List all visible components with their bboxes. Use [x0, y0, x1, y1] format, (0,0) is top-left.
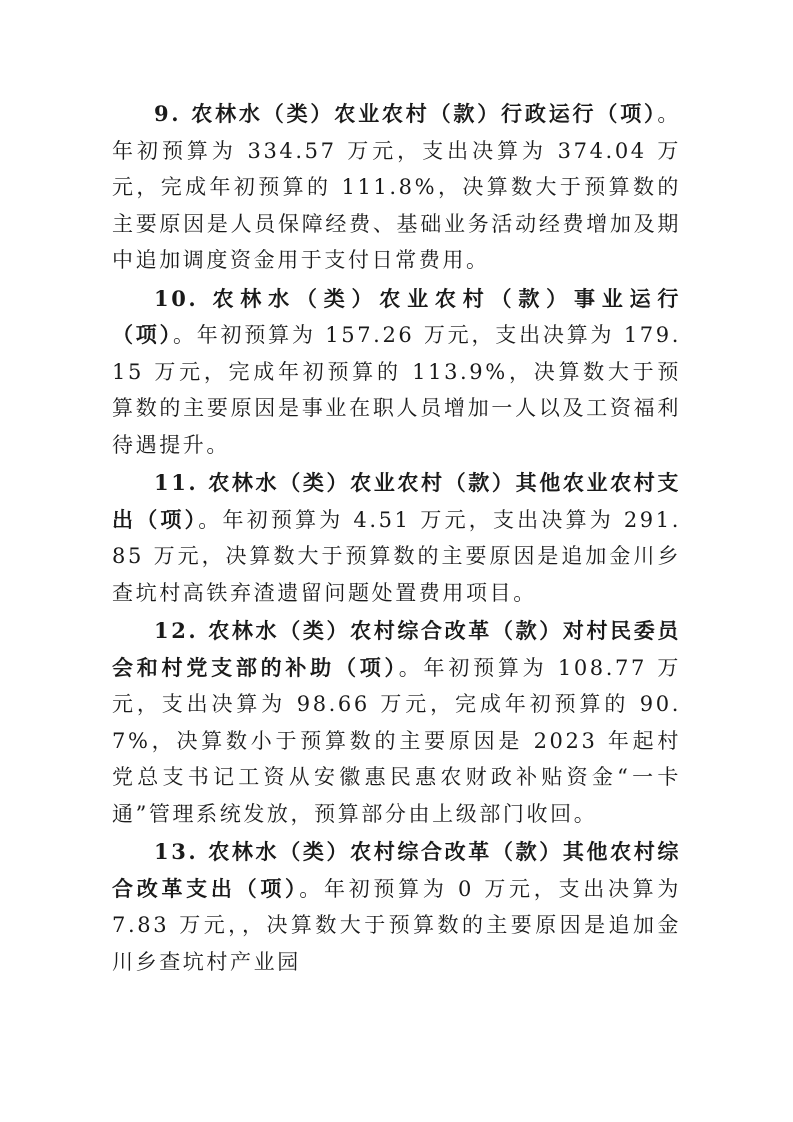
paragraph-item-13 — [112, 834, 681, 980]
paragraph-item-12 — [112, 613, 681, 832]
paragraph-item-9 — [112, 96, 681, 279]
item-heading: 9. 农林水（类）农业农村（款）行政运行（项） — [154, 101, 658, 126]
item-body: 。年初预算为 4.51 万元，支出决算为 291.85 万元，决算数大于预算数的主要原因是追加金川乡查坑村高铁弃渣遗留问题处置费用项目。 — [112, 507, 681, 605]
item-body: 。年初预算为 0 万元，支出决算为 7.83 万元，，决算数大于预算数的主要原因是追加金川乡查坑村产业园 — [112, 876, 681, 974]
item-body: 。年初预算为 108.77 万元，支出决算为 98.66 万元，完成年初预算的 90.7%，决算数小于预算数的主要原因是 2023 年起村党总支书记工资从安徽惠民惠农财政补贴资金“一卡通”管理系统发放，预算部分由上级部门收回。 — [112, 655, 681, 826]
item-body: 。年初预算为 157.26 万元，支出决算为 179.15 万元，完成年初预算的 113.9%，决算数大于预算数的主要原因是事业在职人员增加一人以及工资福利待遇提升。 — [112, 323, 681, 457]
item-body: 。年初预算为 334.57 万元，支出决算为 374.04 万元，完成年初预算的 111.8%，决算数大于预算数的主要原因是人员保障经费、基础业务活动经费增加及期中追加调度资金用于支付日常费用。 — [112, 102, 681, 272]
item-heading: 12. 农林水（类）农村综合改革（款）对村民委员会和村党支部的补助（项） — [112, 618, 681, 680]
item-heading: 10. 农林水（类）农业农村（款）事业运行（项） — [112, 285, 681, 347]
paragraph-item-11 — [112, 465, 681, 611]
item-heading: 11. 农林水（类）农业农村（款）其他农业农村支出（项） — [112, 470, 681, 532]
paragraph-item-10 — [112, 281, 681, 464]
item-heading: 13. 农林水（类）农村综合改革（款）其他农村综合改革支出（项） — [112, 839, 681, 901]
